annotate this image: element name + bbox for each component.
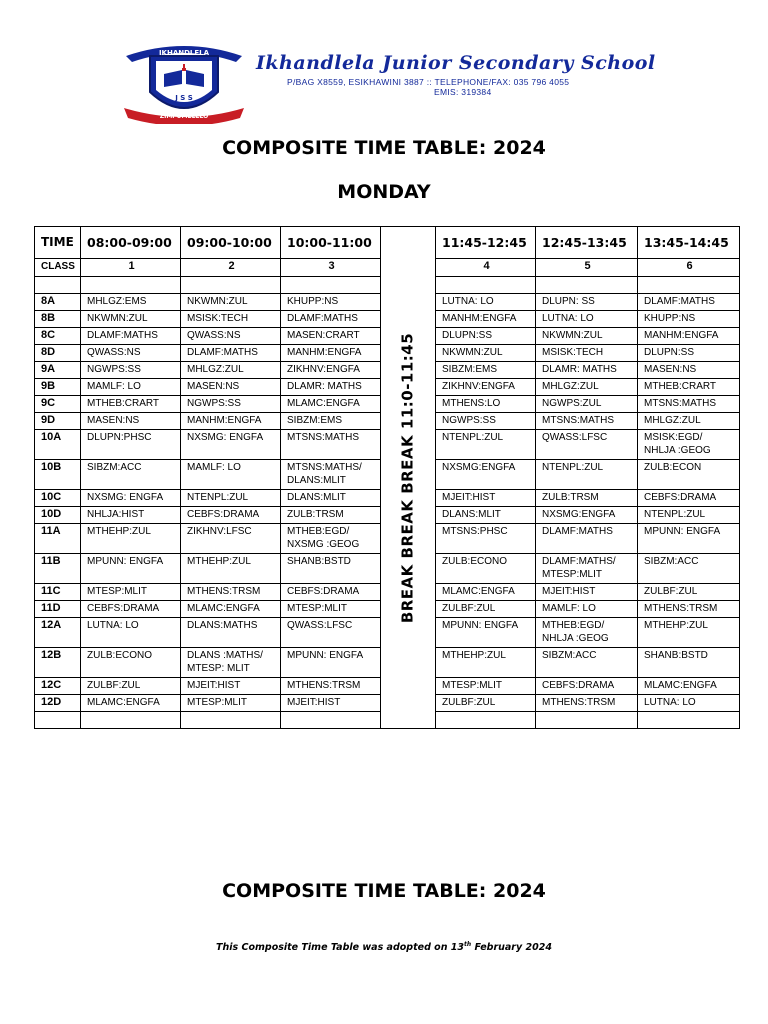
lesson-cell: MTHEB:CRART: [81, 396, 181, 413]
lesson-cell: MASEN:CRART: [281, 328, 381, 345]
lesson-cell: LUTNA: LO: [638, 695, 740, 712]
lesson-cell: DLUPN:SS: [436, 328, 536, 345]
lesson-cell: MHLGZ:ZUL: [638, 413, 740, 430]
lesson-cell: MJEIT:HIST: [281, 695, 381, 712]
lesson-cell: DLAMR: MATHS: [281, 379, 381, 396]
lesson-cell: ZULB:ECONO: [436, 554, 536, 584]
lesson-cell: NXSMG:ENGFA: [536, 507, 638, 524]
lesson-cell: NTENPL:ZUL: [436, 430, 536, 460]
blank-cell: [536, 712, 638, 729]
lesson-cell: DLANS:MLIT: [281, 490, 381, 507]
class-name: 12D: [35, 695, 81, 712]
lesson-cell: NXSMG:ENGFA: [436, 460, 536, 490]
lesson-cell: MASEN:NS: [638, 362, 740, 379]
class-name: 8C: [35, 328, 81, 345]
lesson-cell: NTENPL:ZUL: [638, 507, 740, 524]
lesson-cell: MTSNS:MATHS: [281, 430, 381, 460]
adoption-note-sup: th: [464, 941, 472, 948]
lesson-cell: MLAMC:ENGFA: [436, 584, 536, 601]
class-name: 9B: [35, 379, 81, 396]
class-name: 10D: [35, 507, 81, 524]
crest-motto: ZIMPUMELELO: [159, 113, 209, 120]
blank-cell: [35, 712, 81, 729]
adoption-note: [0, 941, 768, 953]
lesson-cell: ZIKHNV:LFSC: [181, 524, 281, 554]
lesson-cell: ZULB:TRSM: [281, 507, 381, 524]
lesson-cell: ZULBF:ZUL: [81, 678, 181, 695]
school-address: P/BAG X8559, ESIKHAWINI 3887 :: TELEPHONE/FAX: 035 796 4055: [287, 77, 570, 87]
lesson-cell: MTHEHP:ZUL: [81, 524, 181, 554]
lesson-cell: MHLGZ:EMS: [81, 294, 181, 311]
lesson-cell: LUTNA: LO: [81, 618, 181, 648]
period-number: 2: [181, 259, 281, 277]
lesson-cell: MSISK:EGD/ NHLJA :GEOG: [638, 430, 740, 460]
lesson-cell: MTHENS:TRSM: [181, 584, 281, 601]
lesson-cell: MTHEHP:ZUL: [181, 554, 281, 584]
lesson-cell: MTHEHP:ZUL: [436, 648, 536, 678]
blank-cell: [638, 712, 740, 729]
lesson-cell: NTENPL:ZUL: [536, 460, 638, 490]
lesson-cell: NKWMN:ZUL: [436, 345, 536, 362]
blank-cell: [81, 277, 181, 294]
lesson-cell: ZULB:ECONO: [81, 648, 181, 678]
class-label: CLASS: [35, 259, 81, 277]
blank-cell: [281, 712, 381, 729]
lesson-cell: MTHENS:TRSM: [638, 601, 740, 618]
lesson-cell: MTSNS:MATHS: [638, 396, 740, 413]
lesson-cell: QWASS:NS: [181, 328, 281, 345]
lesson-cell: MASEN:NS: [181, 379, 281, 396]
lesson-cell: DLUPN:PHSC: [81, 430, 181, 460]
lesson-cell: LUTNA: LO: [536, 311, 638, 328]
timetable: [34, 226, 740, 729]
lesson-cell: ZULB:TRSM: [536, 490, 638, 507]
lesson-cell: NKWMN:ZUL: [81, 311, 181, 328]
lesson-cell: MLAMC:ENGFA: [281, 396, 381, 413]
lesson-cell: ZULBF:ZUL: [436, 601, 536, 618]
school-name: Ikhandlela Junior Secondary School: [256, 52, 656, 74]
blank-cell: [436, 277, 536, 294]
class-name: 10A: [35, 430, 81, 460]
lesson-cell: MANHM:ENGFA: [181, 413, 281, 430]
lesson-cell: QWASS:LFSC: [281, 618, 381, 648]
blank-cell: [81, 712, 181, 729]
lesson-cell: SIBZM:EMS: [281, 413, 381, 430]
crest-initials: J S S: [175, 94, 193, 102]
class-name: 9A: [35, 362, 81, 379]
lesson-cell: SHANB:BSTD: [281, 554, 381, 584]
class-name: 11D: [35, 601, 81, 618]
lesson-cell: MPUNN: ENGFA: [638, 524, 740, 554]
period-number: 5: [536, 259, 638, 277]
lesson-cell: KHUPP:NS: [638, 311, 740, 328]
lesson-cell: MANHM:ENGFA: [436, 311, 536, 328]
break-label: BREAK BREAK BREAK 11:0-11:45: [398, 332, 417, 623]
lesson-cell: ZULBF:ZUL: [436, 695, 536, 712]
blank-cell: [181, 277, 281, 294]
time-header-row: [35, 227, 740, 259]
lesson-cell: MTHENS:TRSM: [281, 678, 381, 695]
time-slot: 08:00-09:00: [81, 227, 181, 259]
lesson-cell: MTSNS:MATHS/ DLANS:MLIT: [281, 460, 381, 490]
lesson-cell: NGWPS:SS: [436, 413, 536, 430]
lesson-cell: MANHM:ENGFA: [281, 345, 381, 362]
lesson-cell: SHANB:BSTD: [638, 648, 740, 678]
period-number: 3: [281, 259, 381, 277]
class-name: 11A: [35, 524, 81, 554]
day-heading: MONDAY: [337, 181, 431, 203]
lesson-cell: MPUNN: ENGFA: [281, 648, 381, 678]
class-name: 12C: [35, 678, 81, 695]
lesson-cell: MTSNS:PHSC: [436, 524, 536, 554]
lesson-cell: MLAMC:ENGFA: [181, 601, 281, 618]
lesson-cell: ZIKHNV:ENGFA: [281, 362, 381, 379]
lesson-cell: MTSNS:MATHS: [536, 413, 638, 430]
lesson-cell: MPUNN: ENGFA: [436, 618, 536, 648]
lesson-cell: MPUNN: ENGFA: [81, 554, 181, 584]
lesson-cell: CEBFS:DRAMA: [81, 601, 181, 618]
lesson-cell: CEBFS:DRAMA: [181, 507, 281, 524]
lesson-cell: MSISK:TECH: [181, 311, 281, 328]
lesson-cell: MLAMC:ENGFA: [638, 678, 740, 695]
lesson-cell: MTESP:MLIT: [436, 678, 536, 695]
lesson-cell: CEBFS:DRAMA: [281, 584, 381, 601]
lesson-cell: NKWMN:ZUL: [536, 328, 638, 345]
lesson-cell: MJEIT:HIST: [181, 678, 281, 695]
lesson-cell: MTHEB:CRART: [638, 379, 740, 396]
time-slot: 13:45-14:45: [638, 227, 740, 259]
letterhead: [120, 42, 700, 122]
lesson-cell: SIBZM:ACC: [81, 460, 181, 490]
blank-cell: [181, 712, 281, 729]
lesson-cell: DLANS :MATHS/ MTESP: MLIT: [181, 648, 281, 678]
school-emis: EMIS: 319384: [434, 87, 492, 97]
lesson-cell: DLAMF:MATHS/ MTESP:MLIT: [536, 554, 638, 584]
lesson-cell: DLAMF:MATHS: [181, 345, 281, 362]
lesson-cell: NXSMG: ENGFA: [181, 430, 281, 460]
lesson-cell: DLUPN:SS: [638, 345, 740, 362]
lesson-cell: MAMLF: LO: [536, 601, 638, 618]
lesson-cell: QWASS:NS: [81, 345, 181, 362]
blank-cell: [35, 277, 81, 294]
class-name: 11C: [35, 584, 81, 601]
lesson-cell: NGWPS:SS: [81, 362, 181, 379]
class-name: 8A: [35, 294, 81, 311]
lesson-cell: MAMLF: LO: [181, 460, 281, 490]
lesson-cell: NGWPS:ZUL: [536, 396, 638, 413]
adoption-note-text: This Composite Time Table was adopted on 13: [216, 942, 464, 954]
lesson-cell: MTESP:MLIT: [81, 584, 181, 601]
lesson-cell: LUTNA: LO: [436, 294, 536, 311]
class-name: 9C: [35, 396, 81, 413]
class-name: 12B: [35, 648, 81, 678]
lesson-cell: ZIKHNV:ENGFA: [436, 379, 536, 396]
footer-title: COMPOSITE TIME TABLE: 2024: [222, 880, 546, 902]
page-title: COMPOSITE TIME TABLE: 2024: [222, 137, 546, 159]
class-name: 11B: [35, 554, 81, 584]
lesson-cell: DLAMF:MATHS: [281, 311, 381, 328]
period-number: 1: [81, 259, 181, 277]
lesson-cell: MSISK:TECH: [536, 345, 638, 362]
lesson-cell: MASEN:NS: [81, 413, 181, 430]
lesson-cell: SIBZM:EMS: [436, 362, 536, 379]
lesson-cell: MHLGZ:ZUL: [181, 362, 281, 379]
lesson-cell: MJEIT:HIST: [536, 584, 638, 601]
lesson-cell: KHUPP:NS: [281, 294, 381, 311]
lesson-cell: DLAMF:MATHS: [536, 524, 638, 554]
lesson-cell: DLANS:MLIT: [436, 507, 536, 524]
lesson-cell: SIBZM:ACC: [638, 554, 740, 584]
class-name: 10B: [35, 460, 81, 490]
lesson-cell: MHLGZ:ZUL: [536, 379, 638, 396]
lesson-cell: NKWMN:ZUL: [181, 294, 281, 311]
school-crest-logo: [120, 42, 248, 124]
lesson-cell: MAMLF: LO: [81, 379, 181, 396]
period-number: 6: [638, 259, 740, 277]
lesson-cell: DLAMF:MATHS: [81, 328, 181, 345]
lesson-cell: MTHEHP:ZUL: [638, 618, 740, 648]
class-name: 8B: [35, 311, 81, 328]
crest-top-text: IKHANDLELA: [158, 49, 210, 57]
time-label: TIME: [35, 227, 81, 259]
lesson-cell: MTHEB:EGD/ NXSMG :GEOG: [281, 524, 381, 554]
adoption-note-date: February 2024: [471, 942, 552, 954]
lesson-cell: ZULB:ECON: [638, 460, 740, 490]
class-name: 10C: [35, 490, 81, 507]
time-slot: 10:00-11:00: [281, 227, 381, 259]
lesson-cell: MJEIT:HIST: [436, 490, 536, 507]
lesson-cell: NTENPL:ZUL: [181, 490, 281, 507]
lesson-cell: NXSMG: ENGFA: [81, 490, 181, 507]
lesson-cell: MANHM:ENGFA: [638, 328, 740, 345]
lesson-cell: DLAMR: MATHS: [536, 362, 638, 379]
lesson-cell: MTESP:MLIT: [181, 695, 281, 712]
time-slot: 11:45-12:45: [436, 227, 536, 259]
lesson-cell: QWASS:LFSC: [536, 430, 638, 460]
break-column: [381, 227, 436, 729]
lesson-cell: DLUPN: SS: [536, 294, 638, 311]
lesson-cell: DLANS:MATHS: [181, 618, 281, 648]
lesson-cell: ZULBF:ZUL: [638, 584, 740, 601]
lesson-cell: NGWPS:SS: [181, 396, 281, 413]
lesson-cell: CEBFS:DRAMA: [536, 678, 638, 695]
lesson-cell: MTHENS:LO: [436, 396, 536, 413]
lesson-cell: MTHEB:EGD/ NHLJA :GEOG: [536, 618, 638, 648]
class-name: 8D: [35, 345, 81, 362]
time-slot: 12:45-13:45: [536, 227, 638, 259]
blank-cell: [436, 712, 536, 729]
lesson-cell: MTHENS:TRSM: [536, 695, 638, 712]
lesson-cell: CEBFS:DRAMA: [638, 490, 740, 507]
class-name: 12A: [35, 618, 81, 648]
lesson-cell: SIBZM:ACC: [536, 648, 638, 678]
lesson-cell: MTESP:MLIT: [281, 601, 381, 618]
lesson-cell: DLAMF:MATHS: [638, 294, 740, 311]
blank-cell: [638, 277, 740, 294]
lesson-cell: MLAMC:ENGFA: [81, 695, 181, 712]
blank-cell: [536, 277, 638, 294]
class-name: 9D: [35, 413, 81, 430]
lesson-cell: NHLJA:HIST: [81, 507, 181, 524]
blank-cell: [281, 277, 381, 294]
period-number: 4: [436, 259, 536, 277]
time-slot: 09:00-10:00: [181, 227, 281, 259]
